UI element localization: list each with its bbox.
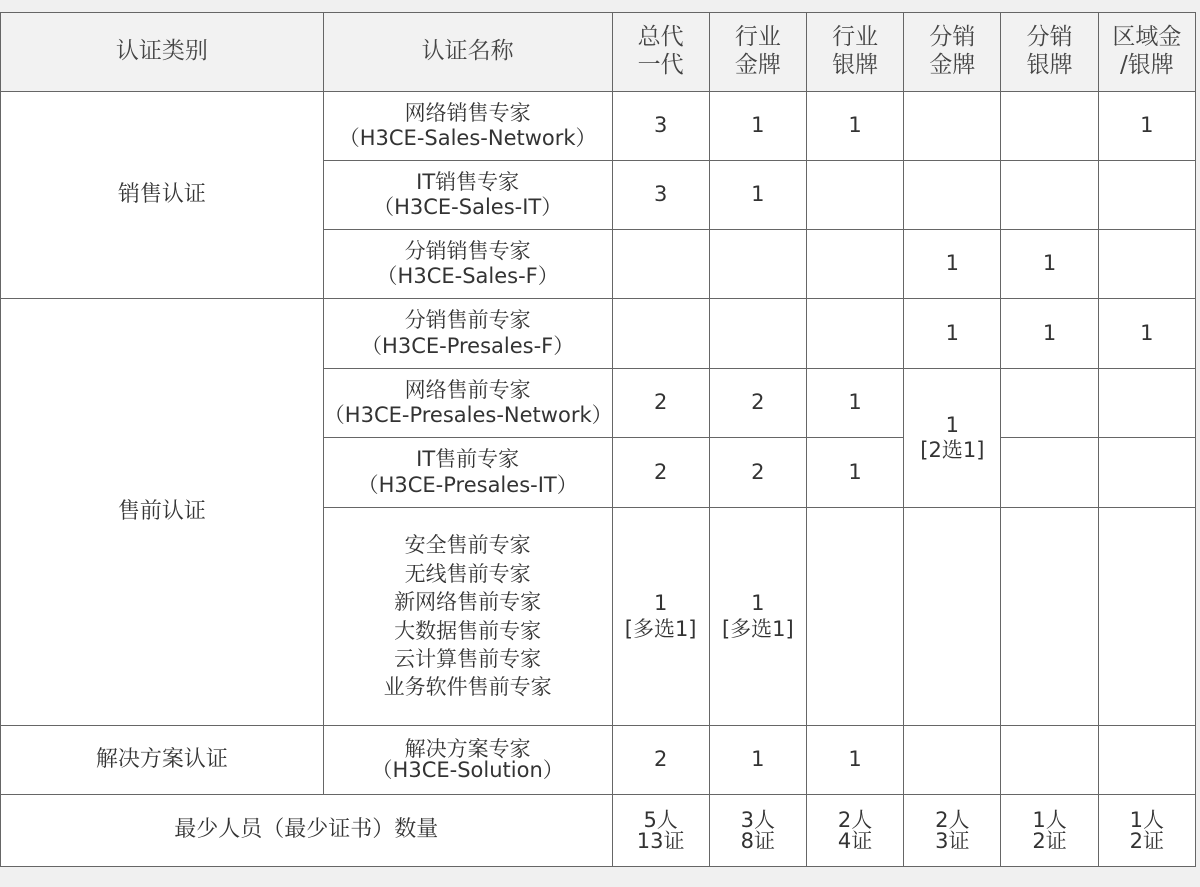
cert-name: 分销销售专家 （H3CE-Sales-F）: [323, 230, 612, 299]
cell-value: 2: [612, 726, 709, 795]
cell-value: 1 [多选1]: [612, 508, 709, 726]
table-row: [1, 726, 1196, 795]
cell-value: [904, 92, 1001, 161]
certification-table: [0, 12, 1196, 867]
cell-value: [904, 161, 1001, 230]
footer-value: 2人 4证: [806, 795, 903, 867]
category-solution: 解决方案认证: [1, 726, 324, 795]
cell-value: [1098, 161, 1195, 230]
header-col: 分销 金牌: [904, 13, 1001, 92]
header-name: 认证名称: [323, 13, 612, 92]
header-row: [1, 13, 1196, 92]
cell-value: [1098, 369, 1195, 438]
cell-value: [1098, 438, 1195, 508]
header-col: 行业 银牌: [806, 13, 903, 92]
cell-value: [1001, 508, 1098, 726]
cell-value: 1: [1098, 299, 1195, 369]
cell-value: [612, 230, 709, 299]
cell-value: 2: [709, 369, 806, 438]
cell-value: [904, 508, 1001, 726]
cell-value: [1001, 161, 1098, 230]
cell-value: 2: [709, 438, 806, 508]
cert-name-list: 安全售前专家 无线售前专家 新网络售前专家 大数据售前专家 云计算售前专家 业务软件售前专家: [323, 508, 612, 726]
footer-value: 1人 2证: [1098, 795, 1195, 867]
header-col: 行业 金牌: [709, 13, 806, 92]
cell-value: 1: [904, 299, 1001, 369]
cell-value: 1: [1098, 92, 1195, 161]
cell-value: 1: [806, 726, 903, 795]
cell-value: [1098, 508, 1195, 726]
cell-value: [1001, 726, 1098, 795]
cell-value: [1001, 369, 1098, 438]
cell-value: [1098, 230, 1195, 299]
cert-name: IT售前专家 （H3CE-Presales-IT）: [323, 438, 612, 508]
cell-value-merged: 1 [2选1]: [904, 369, 1001, 508]
cell-value: 1: [709, 92, 806, 161]
footer-value: 1人 2证: [1001, 795, 1098, 867]
cert-name: 解决方案专家 （H3CE-Solution）: [323, 726, 612, 795]
cell-value: [1098, 726, 1195, 795]
cell-value: [806, 299, 903, 369]
footer-value: 5人 13证: [612, 795, 709, 867]
cell-value: 3: [612, 161, 709, 230]
cert-name: 分销售前专家 （H3CE-Presales-F）: [323, 299, 612, 369]
cell-value: 1 [多选1]: [709, 508, 806, 726]
table-row: [1, 92, 1196, 161]
cell-value: [709, 299, 806, 369]
cell-value: 1: [1001, 299, 1098, 369]
cert-name: IT销售专家 （H3CE-Sales-IT）: [323, 161, 612, 230]
header-col: 分销 银牌: [1001, 13, 1098, 92]
cell-value: [709, 230, 806, 299]
cell-value: 2: [612, 369, 709, 438]
table-row: [1, 299, 1196, 369]
cell-value: [904, 726, 1001, 795]
cell-value: 3: [612, 92, 709, 161]
cell-value: 1: [904, 230, 1001, 299]
header-col: 区域金 /银牌: [1098, 13, 1195, 92]
cell-value: 1: [806, 369, 903, 438]
cell-value: [806, 508, 903, 726]
cell-value: 1: [806, 438, 903, 508]
cell-value: [806, 230, 903, 299]
cell-value: 1: [806, 92, 903, 161]
cell-value: 1: [709, 161, 806, 230]
cell-value: [1001, 92, 1098, 161]
header-col: 总代 一代: [612, 13, 709, 92]
cell-value: 1: [1001, 230, 1098, 299]
header-category: 认证类别: [1, 13, 324, 92]
footer-value: 3人 8证: [709, 795, 806, 867]
cell-value: 2: [612, 438, 709, 508]
category-sales: 销售认证: [1, 92, 324, 299]
cell-value: [1001, 438, 1098, 508]
footer-value: 2人 3证: [904, 795, 1001, 867]
cell-value: [806, 161, 903, 230]
cert-name: 网络售前专家 （H3CE-Presales-Network）: [323, 369, 612, 438]
footer-row: [1, 795, 1196, 867]
cert-name: 网络销售专家 （H3CE-Sales-Network）: [323, 92, 612, 161]
cell-value: 1: [709, 726, 806, 795]
footer-label: 最少人员（最少证书）数量: [1, 795, 613, 867]
category-presales: 售前认证: [1, 299, 324, 726]
cell-value: [612, 299, 709, 369]
